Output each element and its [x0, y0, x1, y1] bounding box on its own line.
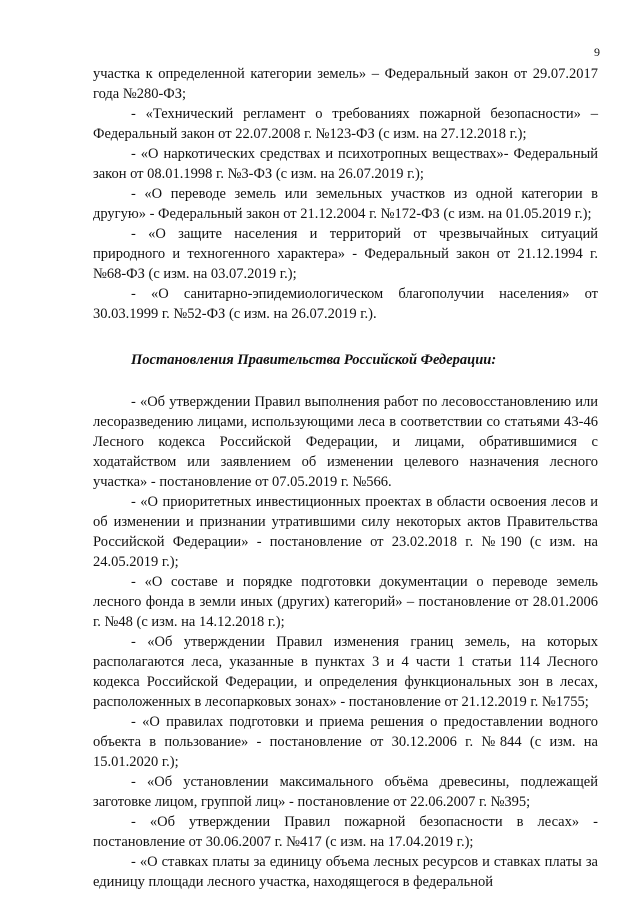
decree-item: - «Об утверждении Правил изменения границ земель, на которых располагаются леса, указанные в пунктах 3 и 4 части 1 статьи 114 Лесного кодекса Российской Федерации, и определения функциональных зон в лесах, расположенных в лесопарковых зонах» - постановление от 21.12.2019 г. №1755;: [93, 634, 598, 710]
federal-law-item: - «О наркотических средствах и психотропных веществах»- Федеральный закон от 08.01.1998 г. №3-ФЗ (с изм. на 26.07.2019 г.);: [93, 146, 598, 182]
decree-item: - «О составе и порядке подготовки документации о переводе земель лесного фонда в земли иных (других) категорий» – постановление от 28.01.2006 г. №48 (с изм. на 14.12.2018 г.);: [93, 574, 598, 630]
decree-item: - «О приоритетных инвестиционных проектах в области освоения лесов и об изменении и признании утратившими силу некоторых актов Правительства Российской Федерации» - постановление от 23.02.2018 г. №190 (с изм. на 24.05.2019 г.);: [93, 494, 598, 570]
page-number: 9: [594, 45, 600, 59]
decree-item: - «Об установлении максимального объёма древесины, подлежащей заготовке лицом, группой лиц» - постановление от 22.06.2007 г. №395;: [93, 774, 598, 810]
federal-law-item: - «Технический регламент о требованиях пожарной безопасности» – Федеральный закон от 22.07.2008 г. №123-ФЗ (с изм. на 27.12.2018 г.);: [93, 106, 598, 142]
federal-laws-list: [93, 104, 598, 324]
federal-law-item: - «О защите населения и территорий от чрезвычайных ситуаций природного и техногенного характера» - Федеральный закон от 21.12.1994 г. №68-ФЗ (с изм. на 03.07.2019 г.);: [93, 226, 598, 282]
decree-item: - «Об утверждении Правил пожарной безопасности в лесах» - постановление от 30.06.2007 г. №417 (с изм. на 17.04.2019 г.);: [93, 814, 598, 850]
federal-law-item: - «О переводе земель или земельных участков из одной категории в другую» - Федеральный закон от 21.12.2004 г. №172-ФЗ (с изм. на 01.05.2019 г.);: [93, 186, 598, 222]
decree-item: - «О ставках платы за единицу объема лесных ресурсов и ставках платы за единицу площади лесного участка, находящегося в федеральной: [93, 854, 598, 890]
federal-law-item: - «О санитарно-эпидемиологическом благополучии населения» от 30.03.1999 г. №52-ФЗ (с изм. на 26.07.2019 г.).: [93, 286, 598, 322]
section-heading: Постановления Правительства Российской Федерации:: [131, 352, 497, 368]
government-decrees-list: [93, 392, 598, 892]
continuation-paragraph: участка к определенной категории земель» – Федеральный закон от 29.07.2017 года №280-ФЗ;: [93, 66, 598, 102]
decree-item: - «О правилах подготовки и приема решения о предоставлении водного объекта в пользование» - постановление от 30.12.2006 г. №844 (с изм. на 15.01.2020 г.);: [93, 714, 598, 770]
decree-item: - «Об утверждении Правил выполнения работ по лесовосстановлению или лесоразведению лицами, использующими леса в соответствии со статьями 43-46 Лесного кодекса Российской Федерации, и лицами, обратившимися с ходатайством или заявлением об изменении целевого назначения лесного участка» - постановление от 07.05.2019 г. №566.: [93, 394, 598, 490]
document-body: [93, 64, 598, 892]
